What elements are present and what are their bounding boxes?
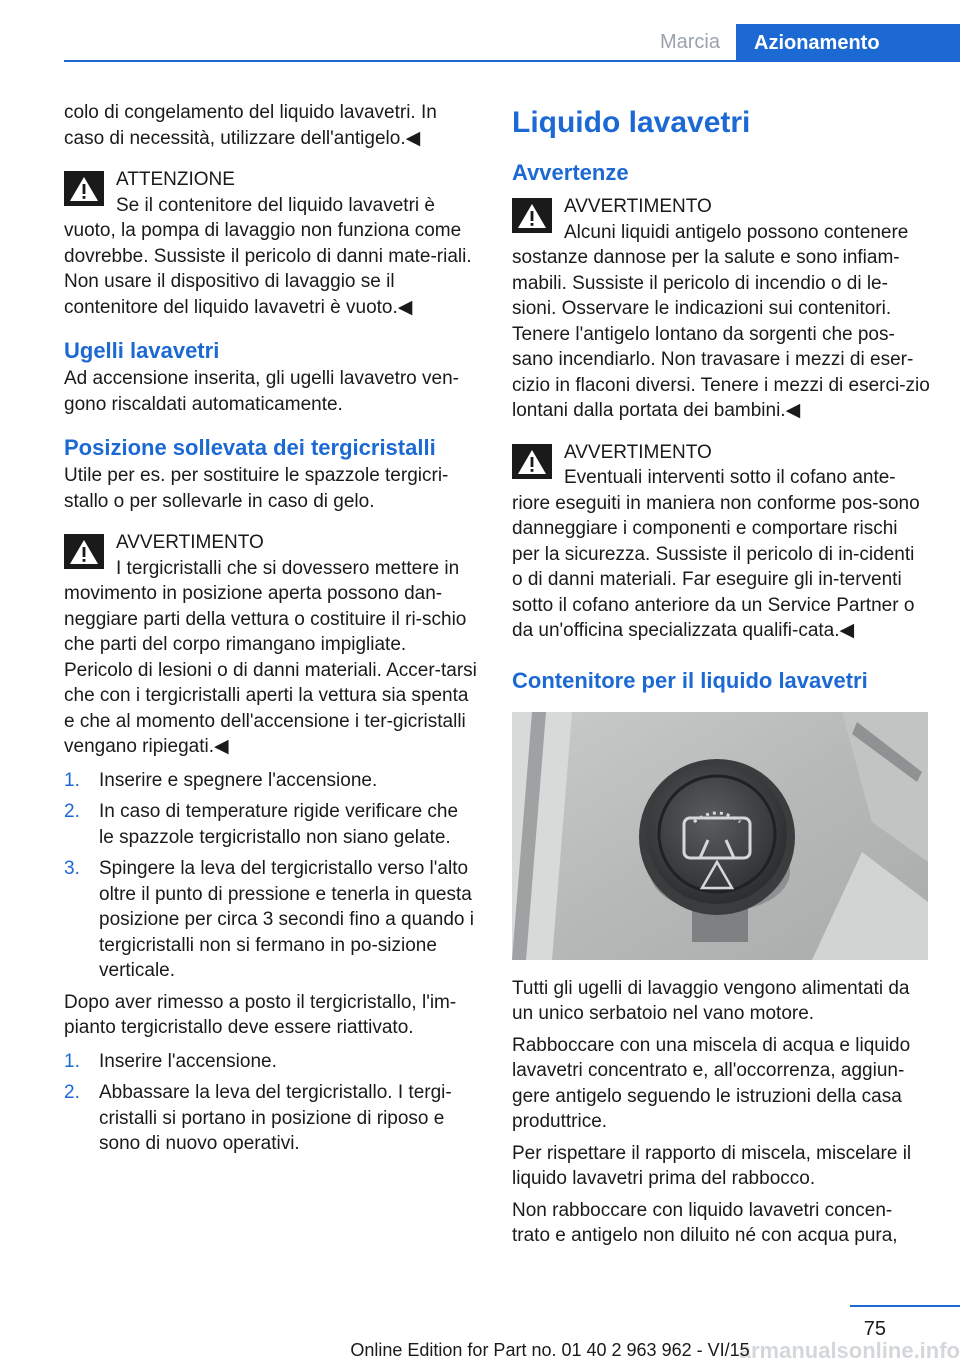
reservoir-paragraph-4: Non rabboccare con liquido lavavetri concen-trato e antigelo non diluito né con acqua pura,: [512, 1199, 898, 1246]
warning-title: AVVERTIMENTO: [564, 441, 712, 463]
list-item: [64, 799, 477, 850]
step-number: 1.: [64, 1050, 80, 1072]
step-text: Inserire l'accensione.: [99, 1050, 277, 1072]
warning-text: I tergicristalli che si dovessero mettere in movimento in posizione aperta possono dan-neggiare parti della vettura o costituire il ri-schio che parti del corpo rimangano impigliate. Pericolo di lesioni o di danni materiali. Accer-tarsi che con i tergicristalli aperti la vettura sia spenta e che al momento dell'accensione i ter-gicristalli vengano ripiegati.◀: [64, 557, 477, 757]
step-number: 2.: [64, 801, 80, 822]
watermark: armanualsonline.info: [738, 1338, 960, 1362]
after-paragraph: Dopo aver rimesso a posto il tergicristallo, l'im-pianto tergicristallo deve essere riattivato.: [64, 991, 457, 1038]
step-text: In caso di temperature rigide verificare che le spazzole tergicristallo non siano gelate.: [99, 801, 459, 848]
warning-block: [64, 167, 477, 320]
steps-list: [64, 768, 477, 984]
step-text: Spingere la leva del tergicristallo verso l'alto oltre il punto di pressione e tenerla in questa posizione per circa 3 secondi fino a quando i tergicristalli non si fermano in po-sizione verticale.: [99, 858, 474, 981]
warning-block: [64, 530, 477, 760]
washer-reservoir-cap-photo: [512, 712, 928, 960]
header-chapter-tab: Azionamento: [736, 24, 960, 62]
section-heading-posizione: Posizione sollevata dei tergicristalli: [64, 435, 436, 460]
warning-triangle-icon: [64, 534, 104, 569]
warning-triangle-icon: [64, 171, 104, 206]
steps-list: [64, 1049, 477, 1157]
ugelli-paragraph: Ad accensione inserita, gli ugelli lavavetro ven-gono riscaldati automaticamente.: [64, 368, 459, 415]
step-number: 3.: [64, 858, 80, 879]
posizione-paragraph: Utile per es. per sostituire le spazzole tergicri-stallo o per sollevarle in caso di gelo.: [64, 465, 449, 512]
page-number: 75: [863, 1318, 886, 1340]
section-heading-ugelli: Ugelli lavavetri: [64, 338, 220, 363]
right-column: [512, 100, 930, 1255]
reservoir-paragraph-3: Per rispettare il rapporto di miscela, miscelare il liquido lavavetri prima del rabbocco.: [512, 1142, 912, 1189]
warning-text: Eventuali interventi sotto il cofano ante-riore eseguiti in maniera non conforme pos-sono danneggiare i componenti e comportare rischi per la sicurezza. Sussiste il pericolo di in-cidenti o di danni materiali. Far eseguire gli in-terventi sotto il cofano anteriore da un Service Partner o da un'officina specializzata qualifi-cata.◀: [512, 467, 920, 641]
step-text: Inserire e spegnere l'accensione.: [99, 769, 378, 791]
step-number: 1.: [64, 769, 80, 791]
list-item: [64, 1080, 477, 1157]
list-item: [64, 768, 477, 794]
warning-title: AVVERTIMENTO: [564, 196, 712, 217]
footer-rule: [850, 1305, 960, 1307]
section-heading-contenitore: Contenitore per il liquido lavavetri: [512, 667, 868, 693]
warning-title: ATTENZIONE: [116, 169, 235, 190]
left-column: [64, 100, 477, 1163]
list-item: [64, 856, 477, 984]
warning-text: Alcuni liquidi antigelo possono contenere sostanze dannose per la salute e sono infiam-mabili. Sussiste il pericolo di incendio o di le-sioni. Osservare le indicazioni sui contenitori. Tenere l'antigelo lontano da sorgenti che pos-sano incendiarlo. Non travasare i mezzi di eser-cizio in flaconi diversi. Tenere i mezzi di eserci-zio lontani dalla portata dei bambini.◀: [512, 221, 930, 421]
page-title: Liquido lavavetri: [512, 106, 751, 139]
footer-edition: Online Edition for Part no. 01 40 2 963 962 - VI/15: [350, 1340, 750, 1360]
header-rule: [64, 60, 960, 62]
step-text: Abbassare la leva del tergicristallo. I tergi-cristalli si portano in posizione di riposo e sono di nuovo operativi.: [99, 1082, 452, 1154]
warning-title: AVVERTIMENTO: [116, 532, 264, 553]
reservoir-paragraph-1: Tutti gli ugelli di lavaggio vengono alimentati da un unico serbatoio nel vano motore.: [512, 977, 910, 1024]
warning-block: [512, 440, 930, 644]
intro-paragraph: colo di congelamento del liquido lavavetri. In caso di necessità, utilizzare dell'antigelo.◀: [64, 102, 437, 149]
page-header: [0, 0, 960, 62]
section-heading-avvertenze: Avvertenze: [512, 160, 629, 185]
warning-triangle-icon: [512, 198, 552, 233]
header-section: Marcia: [659, 31, 720, 53]
warning-triangle-icon: [512, 444, 552, 479]
reservoir-paragraph-2: Rabboccare con una miscela di acqua e liquido lavavetri concentrato e, all'occorrenza, aggiun-gere antigelo seguendo le istruzioni della casa produttrice.: [512, 1034, 911, 1132]
list-item: [64, 1049, 477, 1075]
step-number: 2.: [64, 1082, 80, 1103]
warning-block: [512, 194, 930, 424]
warning-text: Se il contenitore del liquido lavavetri è vuoto, la pompa di lavaggio non funziona come dovrebbe. Sussiste il pericolo di danni mate-riali. Non usare il dispositivo di lavaggio se il contenitore del liquido lavavetri è vuoto.◀: [64, 194, 472, 318]
